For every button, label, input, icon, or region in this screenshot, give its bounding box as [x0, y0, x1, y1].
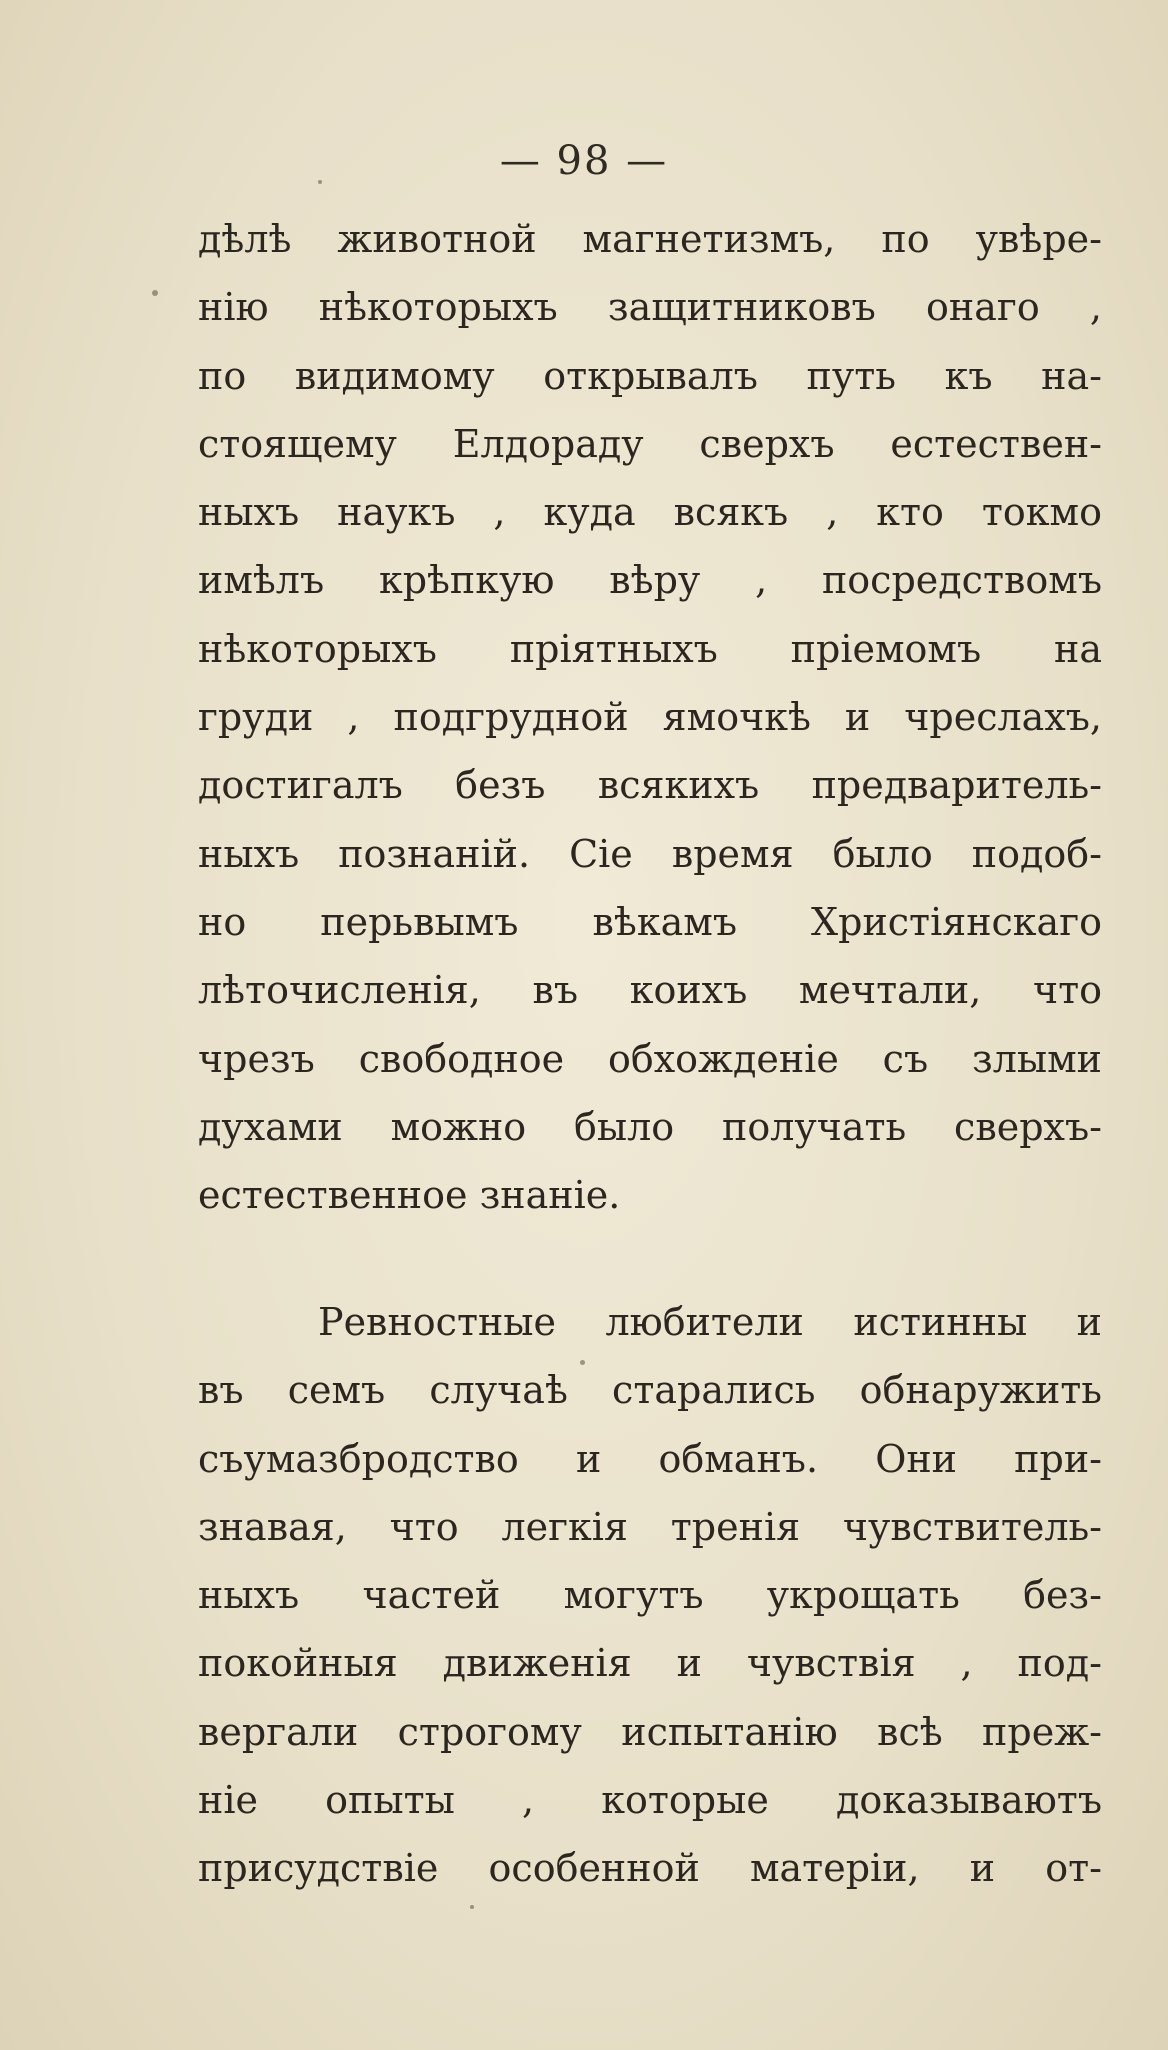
- page-number: — 98 —: [499, 138, 669, 184]
- text-line: но перьвымъ вѣкамъ Христіянскаго: [198, 899, 1102, 944]
- text-line: вергали строгому испытанію всѣ преж-: [198, 1709, 1102, 1754]
- paragraph-2: [198, 1288, 1102, 1903]
- text-line: духами можно было получать сверхъ-: [198, 1104, 1102, 1149]
- text-line: естественное знаніе.: [198, 1173, 621, 1218]
- text-line: съумазбродство и обманъ. Они при-: [198, 1436, 1102, 1481]
- text-line: по видимому открывалъ путь къ на-: [198, 353, 1102, 398]
- text-line: Ревностные любители истинны и: [318, 1300, 1102, 1344]
- text-line: достигалъ безъ всякихъ предваритель-: [198, 763, 1102, 808]
- text-line: знавая, что легкія тренія чувствитель-: [198, 1504, 1102, 1549]
- paragraph-1: [198, 205, 1102, 1229]
- ink-speck: [470, 1905, 474, 1909]
- text-line: ніе опыты , которые доказываютъ: [198, 1778, 1102, 1823]
- text-line: дѣлѣ животной магнетизмъ, по увѣре-: [198, 217, 1102, 261]
- text-line: ныхъ познаній. Сіе время было подоб-: [198, 831, 1102, 876]
- text-line: чрезъ свободное обхожденіе съ злыми: [198, 1036, 1102, 1081]
- text-line: имѣлъ крѣпкую вѣру , посредствомъ: [198, 558, 1102, 603]
- ink-speck: [152, 290, 158, 296]
- text-line: груди , подгрудной ямочкѣ и чреслахъ,: [198, 695, 1102, 740]
- text-line: лѣточисленія, въ коихъ мечтали, что: [198, 968, 1102, 1013]
- text-line: въ семъ случаѣ старались обнаружить: [198, 1368, 1102, 1413]
- text-line: нію нѣкоторыхъ защитниковъ онаго ,: [198, 285, 1102, 330]
- text-line: ныхъ наукъ , куда всякъ , кто токмо: [198, 490, 1102, 535]
- text-line: покойныя движенія и чувствія , под-: [198, 1641, 1102, 1686]
- text-line: ныхъ частей могутъ укрощать без-: [198, 1573, 1102, 1618]
- text-line: стоящему Елдораду сверхъ естествен-: [198, 421, 1102, 466]
- text-line: присудствіе особенной матеріи, и от-: [198, 1846, 1102, 1891]
- text-line: нѣкоторыхъ пріятныхъ пріемомъ на: [198, 626, 1102, 671]
